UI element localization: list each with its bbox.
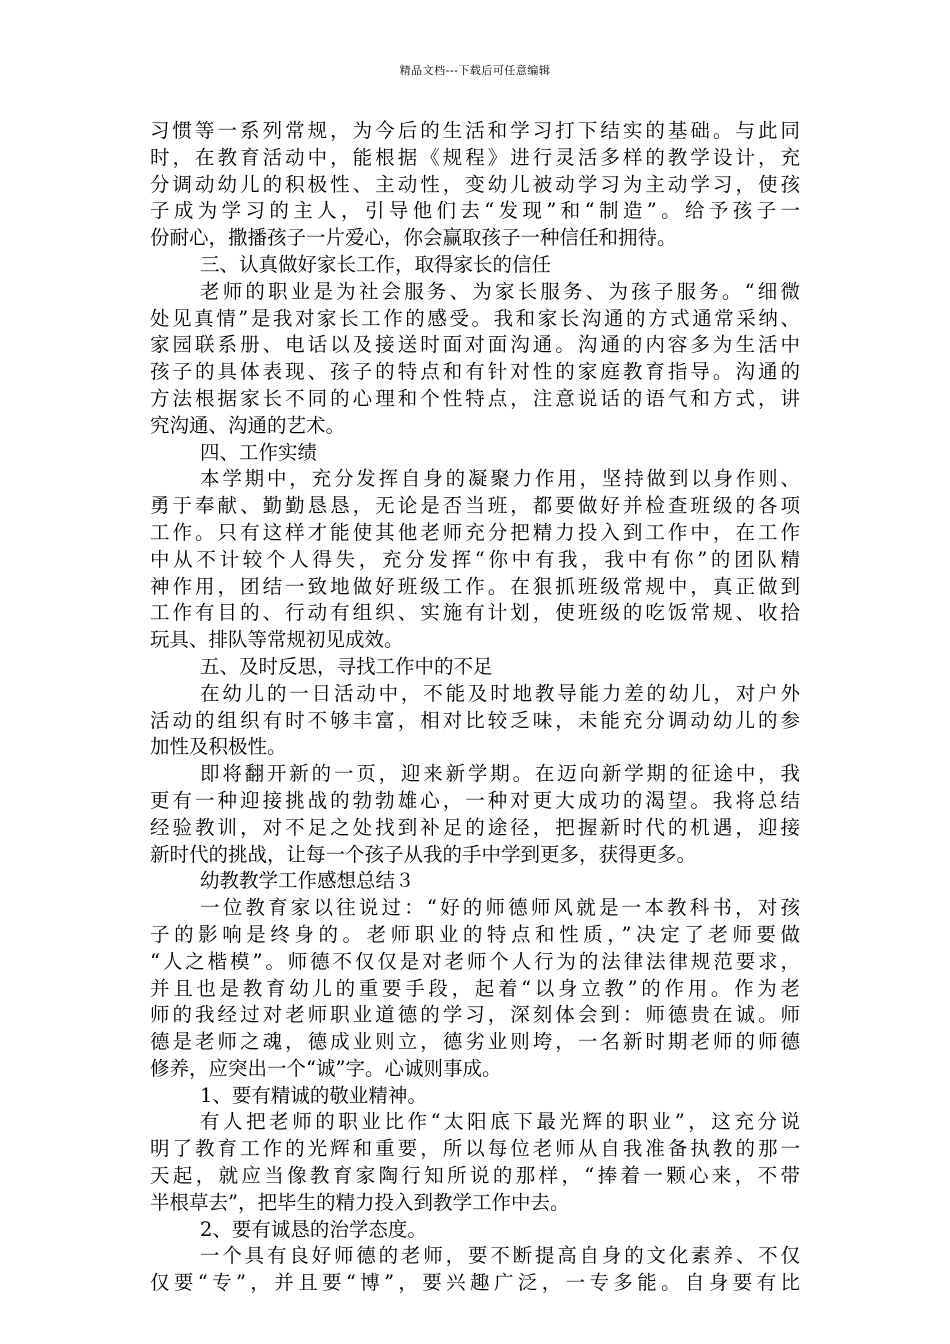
paragraph xyxy=(150,681,800,761)
text-line: 孩子的具体表现、孩子的特点和有针对性的家庭教育指导。沟通的 xyxy=(150,360,800,384)
paragraph xyxy=(150,895,800,1083)
text-line: 仅要“专”，并且要“博”，要兴趣广泛，一专多能。自身要有比 xyxy=(150,1271,800,1295)
text-line: 经验教训，对不足之处找到补足的途径，把握新时代的机遇，迎接 xyxy=(150,815,800,839)
text-line: 加性及积极性。 xyxy=(150,735,287,759)
text-line: 玩具、排队等常规初见成效。 xyxy=(150,628,404,652)
text-line: 时，在教育活动中，能根据《规程》进行灵活多样的教学设计，充 xyxy=(150,145,800,169)
paragraph xyxy=(150,1243,800,1297)
text-line: 家园联系册、电话以及接送时面对面沟通。沟通的内容多为生活中 xyxy=(150,333,800,357)
text-line: 工作。只有这样才能使其他老师充分把精力投入到工作中，在工作 xyxy=(150,520,800,544)
text-line: 工作有目的、行动有组织、实施有计划，使班级的吃饭常规、收拾 xyxy=(150,601,800,625)
text-line: 分调动幼儿的积极性、主动性，变幼儿被动学习为主动学习，使孩 xyxy=(150,172,800,196)
text-line: 天起，就应当像教育家陶行知所说的那样，“捧着一颗心来，不带 xyxy=(150,1164,800,1188)
text-line: 新时代的挑战，让每一个孩子从我的手中学到更多，获得更多。 xyxy=(150,842,697,866)
page-header: 精品文档---下载后可任意编辑 xyxy=(399,64,551,77)
paragraph xyxy=(150,118,800,252)
text-line: 更有一种迎接挑战的勃勃雄心，一种对更大成功的渴望。我将总结 xyxy=(150,788,800,812)
text-line: 习惯等一系列常规，为今后的生活和学习打下结实的基础。与此同 xyxy=(150,119,800,142)
section-heading: 五、及时反思，寻找工作中的不足 xyxy=(200,654,493,678)
text-line: 一个具有良好师德的老师，要不断提高自身的文化素养、不仅 xyxy=(200,1244,800,1268)
text-line: 德是老师之魂，德成业则立，德劣业则垮，一名新时期老师的师德 xyxy=(150,1030,800,1054)
text-line: 活动的组织有时不够丰富，相对比较乏味，未能充分调动幼儿的参 xyxy=(150,708,800,732)
text-line: 老师的职业是为社会服务、为家长服务、为孩子服务。“细微 xyxy=(200,279,800,303)
text-line: 处见真情”是我对家长工作的感受。我和家长沟通的方式通常采纳、 xyxy=(150,306,800,330)
paragraph xyxy=(150,1109,800,1216)
section-heading: 四、工作实绩 xyxy=(200,440,318,464)
text-line: 方法根据家长不同的心理和个性特点，注意说话的语气和方式，讲 xyxy=(150,386,800,410)
section-heading: 三、认真做好家长工作，取得家长的信任 xyxy=(200,252,552,276)
section-heading: 1、要有精诚的敬业精神。 xyxy=(200,1083,427,1107)
text-line: 子的影响是终身的。老师职业的特点和性质，”决定了老师要做 xyxy=(150,922,800,946)
text-line: 修养，应突出一个“诚”字。心诚则事成。 xyxy=(150,1056,502,1080)
text-line: 究沟通、沟通的艺术。 xyxy=(150,413,346,437)
text-line: 明了教育工作的光辉和重要，所以每位老师从自我准备执教的那一 xyxy=(150,1137,800,1161)
text-line: 神作用，团结一致地做好班级工作。在狠抓班级常规中，真正做到 xyxy=(150,574,800,598)
text-line: 在幼儿的一日活动中，不能及时地教导能力差的幼儿，对户外 xyxy=(200,681,800,705)
text-line: 即将翻开新的一页，迎来新学期。在迈向新学期的征途中，我 xyxy=(200,762,800,786)
text-line: 一位教育家以往说过：“好的师德师风就是一本教科书，对孩 xyxy=(200,896,800,920)
text-line: 子成为学习的主人，引导他们去“发现”和“制造”。给予孩子一 xyxy=(150,199,800,223)
text-line: 师的我经过对老师职业道德的学习，深刻体会到：师德贵在诚。师 xyxy=(150,1003,800,1027)
text-line: 并且也是教育幼儿的重要手段，起着“以身立教”的作用。作为老 xyxy=(150,976,800,1000)
document-body xyxy=(150,118,800,1297)
section-heading: 2、要有诚恳的治学态度。 xyxy=(200,1217,427,1241)
paragraph xyxy=(150,466,800,654)
text-line: 勇于奉献、勤勤恳恳，无论是否当班，都要做好并检查班级的各项 xyxy=(150,494,800,518)
text-line: 有人把老师的职业比作“太阳底下最光辉的职业”，这充分说 xyxy=(200,1110,800,1134)
paragraph xyxy=(150,761,800,868)
text-line: 份耐心，撒播孩子一片爱心，你会赢取孩子一种信任和拥待。 xyxy=(150,226,677,250)
text-line: “人之楷模”。师德不仅仅是对老师个人行为的法律法律规范要求， xyxy=(150,949,800,973)
text-line: 半根草去”，把毕生的精力投入到教学工作中去。 xyxy=(150,1190,570,1214)
text-line: 本学期中，充分发挥自身的凝聚力作用，坚持做到以身作则、 xyxy=(200,467,800,491)
text-line: 中从不计较个人得失，充分发挥“你中有我，我中有你”的团队精 xyxy=(150,547,800,571)
section-heading: 幼教教学工作感想总结３ xyxy=(200,869,415,893)
paragraph xyxy=(150,279,800,440)
